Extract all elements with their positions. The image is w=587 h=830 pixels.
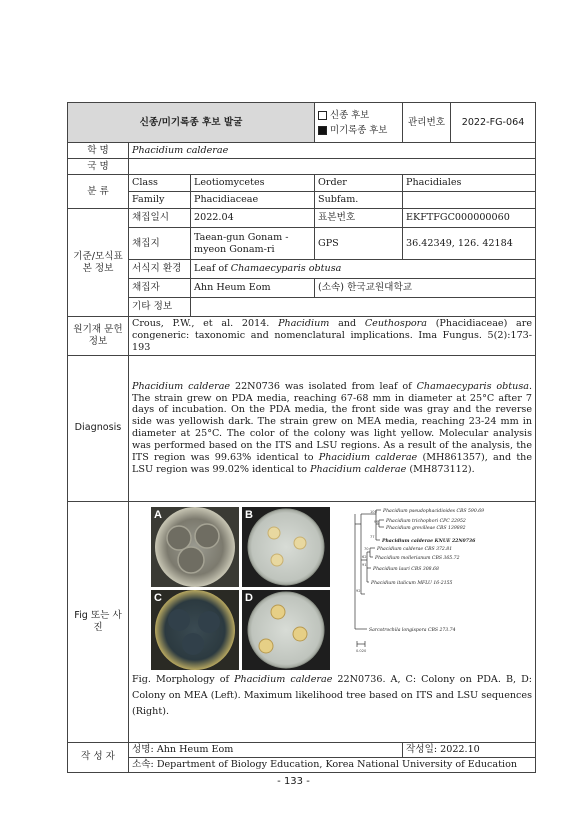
other-info-label: 기타 정보 [129, 298, 191, 317]
tree-taxon: Phacidium lauri CBS 308.68 [373, 566, 439, 572]
habitat-value [191, 260, 536, 279]
figure-label: Fig 또는 사진 [68, 501, 129, 742]
checkbox-filled-icon[interactable] [318, 126, 327, 135]
panel-a-pda-front [151, 507, 239, 587]
reference-text [129, 317, 536, 356]
figure-cell [129, 501, 536, 742]
specimen-info-label: 기준/모식표 본 정보 [68, 209, 129, 317]
reference-part: and [329, 318, 365, 329]
collection-date-label: 채집일시 [129, 209, 191, 228]
reference-part: Crous, P.W., et al. 2014. [132, 318, 279, 329]
family-label: Family [129, 192, 191, 209]
tree-taxon: Phacidium trichophori CPC 22952 [386, 518, 466, 524]
candidate-type-options [315, 103, 403, 143]
management-number-label: 관리번호 [403, 103, 451, 143]
species-name: Phacidium calderae [132, 380, 231, 392]
tree-taxon: Phacidium pseudophacidioides CBS 590.69 [383, 508, 485, 514]
specimen-number-value: EKFTFGC000000060 [403, 209, 536, 228]
panel-letter-c: C [154, 591, 162, 604]
figure-caption [132, 672, 532, 720]
author-affiliation: 소속: Department of Biology Education, Korea National University of Education [129, 757, 536, 772]
order-label: Order [315, 175, 403, 192]
caption-part: Fig. Morphology of [132, 673, 235, 685]
class-value: Leotiomycetes [191, 175, 315, 192]
tree-scale-label: 0.020 [356, 648, 367, 653]
author-date: 작성일: 2022.10 [403, 742, 536, 757]
support-value: 100 [370, 509, 377, 514]
scientific-name-value [129, 143, 536, 159]
reference-label: 원기재 문헌 정보 [68, 317, 129, 356]
support-value: 77 [370, 534, 375, 539]
tree-taxon: Phacidium mollerianum CBS 365.72 [375, 555, 460, 561]
specimen-number-label: 표본번호 [315, 209, 403, 228]
collector-value: Ahn Heum Eom [191, 279, 315, 298]
panel-b-mea [242, 507, 330, 587]
habitat-prefix: Leaf of [194, 263, 231, 274]
tree-taxon: Phacidium italicum MFLU 16-2155 [371, 580, 453, 586]
habitat-host: Chamaecyparis obtusa [230, 263, 342, 274]
support-value: 91 [362, 562, 367, 567]
diagnosis-part: . The strain grew on PDA media, reaching 67-68 mm in diameter at 25°C after 7 days of incubation. On the PDA media, the front side was gray and the reverse side was yellowish dark. The strain grew on MEA media, reaching 23-24 mm in diameter at 25°C. The color of the colony was light yellow. Molecular analysis was performed based on the ITS and LSU regions. As a result of the analysis, the ITS region was 99.63% identical to [132, 380, 533, 464]
support-value: 92 [356, 588, 361, 593]
page-number: - 133 - [277, 776, 310, 787]
support-value: 62 [362, 554, 367, 559]
tree-taxon: Phacidium grevilleae CBS 139892 [386, 525, 466, 531]
panel-d-mea-reverse [242, 590, 330, 670]
record-table [67, 102, 536, 773]
tree-taxa [369, 508, 484, 633]
option-new-species[interactable] [318, 108, 399, 123]
collection-site-label: 채집지 [129, 228, 191, 260]
option-unrecorded-species[interactable] [318, 123, 399, 138]
habitat-label: 서식지 환경 [129, 260, 191, 279]
collection-site-value: Taean-gun Gonam -myeon Gonam-ri [191, 228, 315, 260]
panel-letter-d: D [245, 591, 253, 604]
checkbox-empty-icon[interactable] [318, 111, 327, 120]
korean-name-value [129, 159, 536, 175]
other-info-value [191, 298, 536, 317]
diagnosis-part: 22N0736 was isolated from leaf of [230, 380, 417, 392]
option-label: 신종 후보 [330, 109, 370, 121]
reference-genus: Ceuthospora [364, 318, 427, 329]
diagnosis-text [129, 355, 536, 501]
support-value: 99 [374, 519, 379, 524]
panel-c-pda-reverse [151, 590, 239, 670]
scientific-name-text: Phacidium calderae [132, 144, 229, 156]
support-value: 70 [364, 546, 369, 551]
tree-taxon: Phacidium calderae KNUE 22N0736 [382, 538, 476, 544]
diagnosis-part: (MH873112). [406, 464, 475, 476]
gps-label: GPS [315, 228, 403, 260]
classification-label: 분 류 [68, 175, 129, 209]
panel-letter-a: A [154, 508, 162, 521]
gps-value: 36.42349, 126. 42184 [403, 228, 536, 260]
tree-taxon: Phacidium calderae CBS 372.81 [377, 546, 453, 552]
author-label: 작 성 자 [68, 742, 129, 772]
family-value: Phacidiaceae [191, 192, 315, 209]
collector-affiliation: (소속) 한국교원대학교 [315, 279, 536, 298]
caption-species: Phacidium calderae [234, 673, 333, 685]
collector-label: 채집자 [129, 279, 191, 298]
option-label: 미기록종 후보 [330, 124, 388, 136]
figure-image [129, 502, 534, 672]
scientific-name-label: 학 명 [68, 143, 129, 159]
panel-letter-b: B [245, 508, 253, 521]
reference-genus: Phacidium [278, 318, 330, 329]
tree-taxon: Sarcotrochila longispora CBS 273.74 [369, 627, 456, 633]
author-name: 성명: Ahn Heum Eom [129, 742, 403, 757]
form-title: 신종/미기록종 후보 발굴 [68, 103, 315, 143]
phylogenetic-tree [355, 510, 384, 647]
class-label: Class [129, 175, 191, 192]
host-name: Chamaecyparis obtusa [416, 380, 529, 392]
order-value: Phacidiales [403, 175, 536, 192]
management-number-value: 2022-FG-064 [451, 103, 536, 143]
subfamily-label: Subfam. [315, 192, 403, 209]
subfamily-value [403, 192, 536, 209]
species-name: Phacidium calderae [309, 464, 407, 476]
reference-part: (Phacidiaceae) are congeneric: taxonomic and nomenclatural implications. Ima Fungus. 5(2):173-193 [132, 318, 533, 353]
species-name: Phacidium calderae [318, 452, 418, 464]
collection-date-value: 2022.04 [191, 209, 315, 228]
caption-part: 22N0736. A, C: Colony on PDA. B, D: Colony on MEA (Left). Maximum likelihood tree based on ITS and LSU sequences (Right). [132, 673, 533, 717]
diagnosis-part: (MH861357), and the LSU region was 99.02% identical to [132, 452, 533, 476]
korean-name-label: 국 명 [68, 159, 129, 175]
diagnosis-label: Diagnosis [68, 355, 129, 501]
